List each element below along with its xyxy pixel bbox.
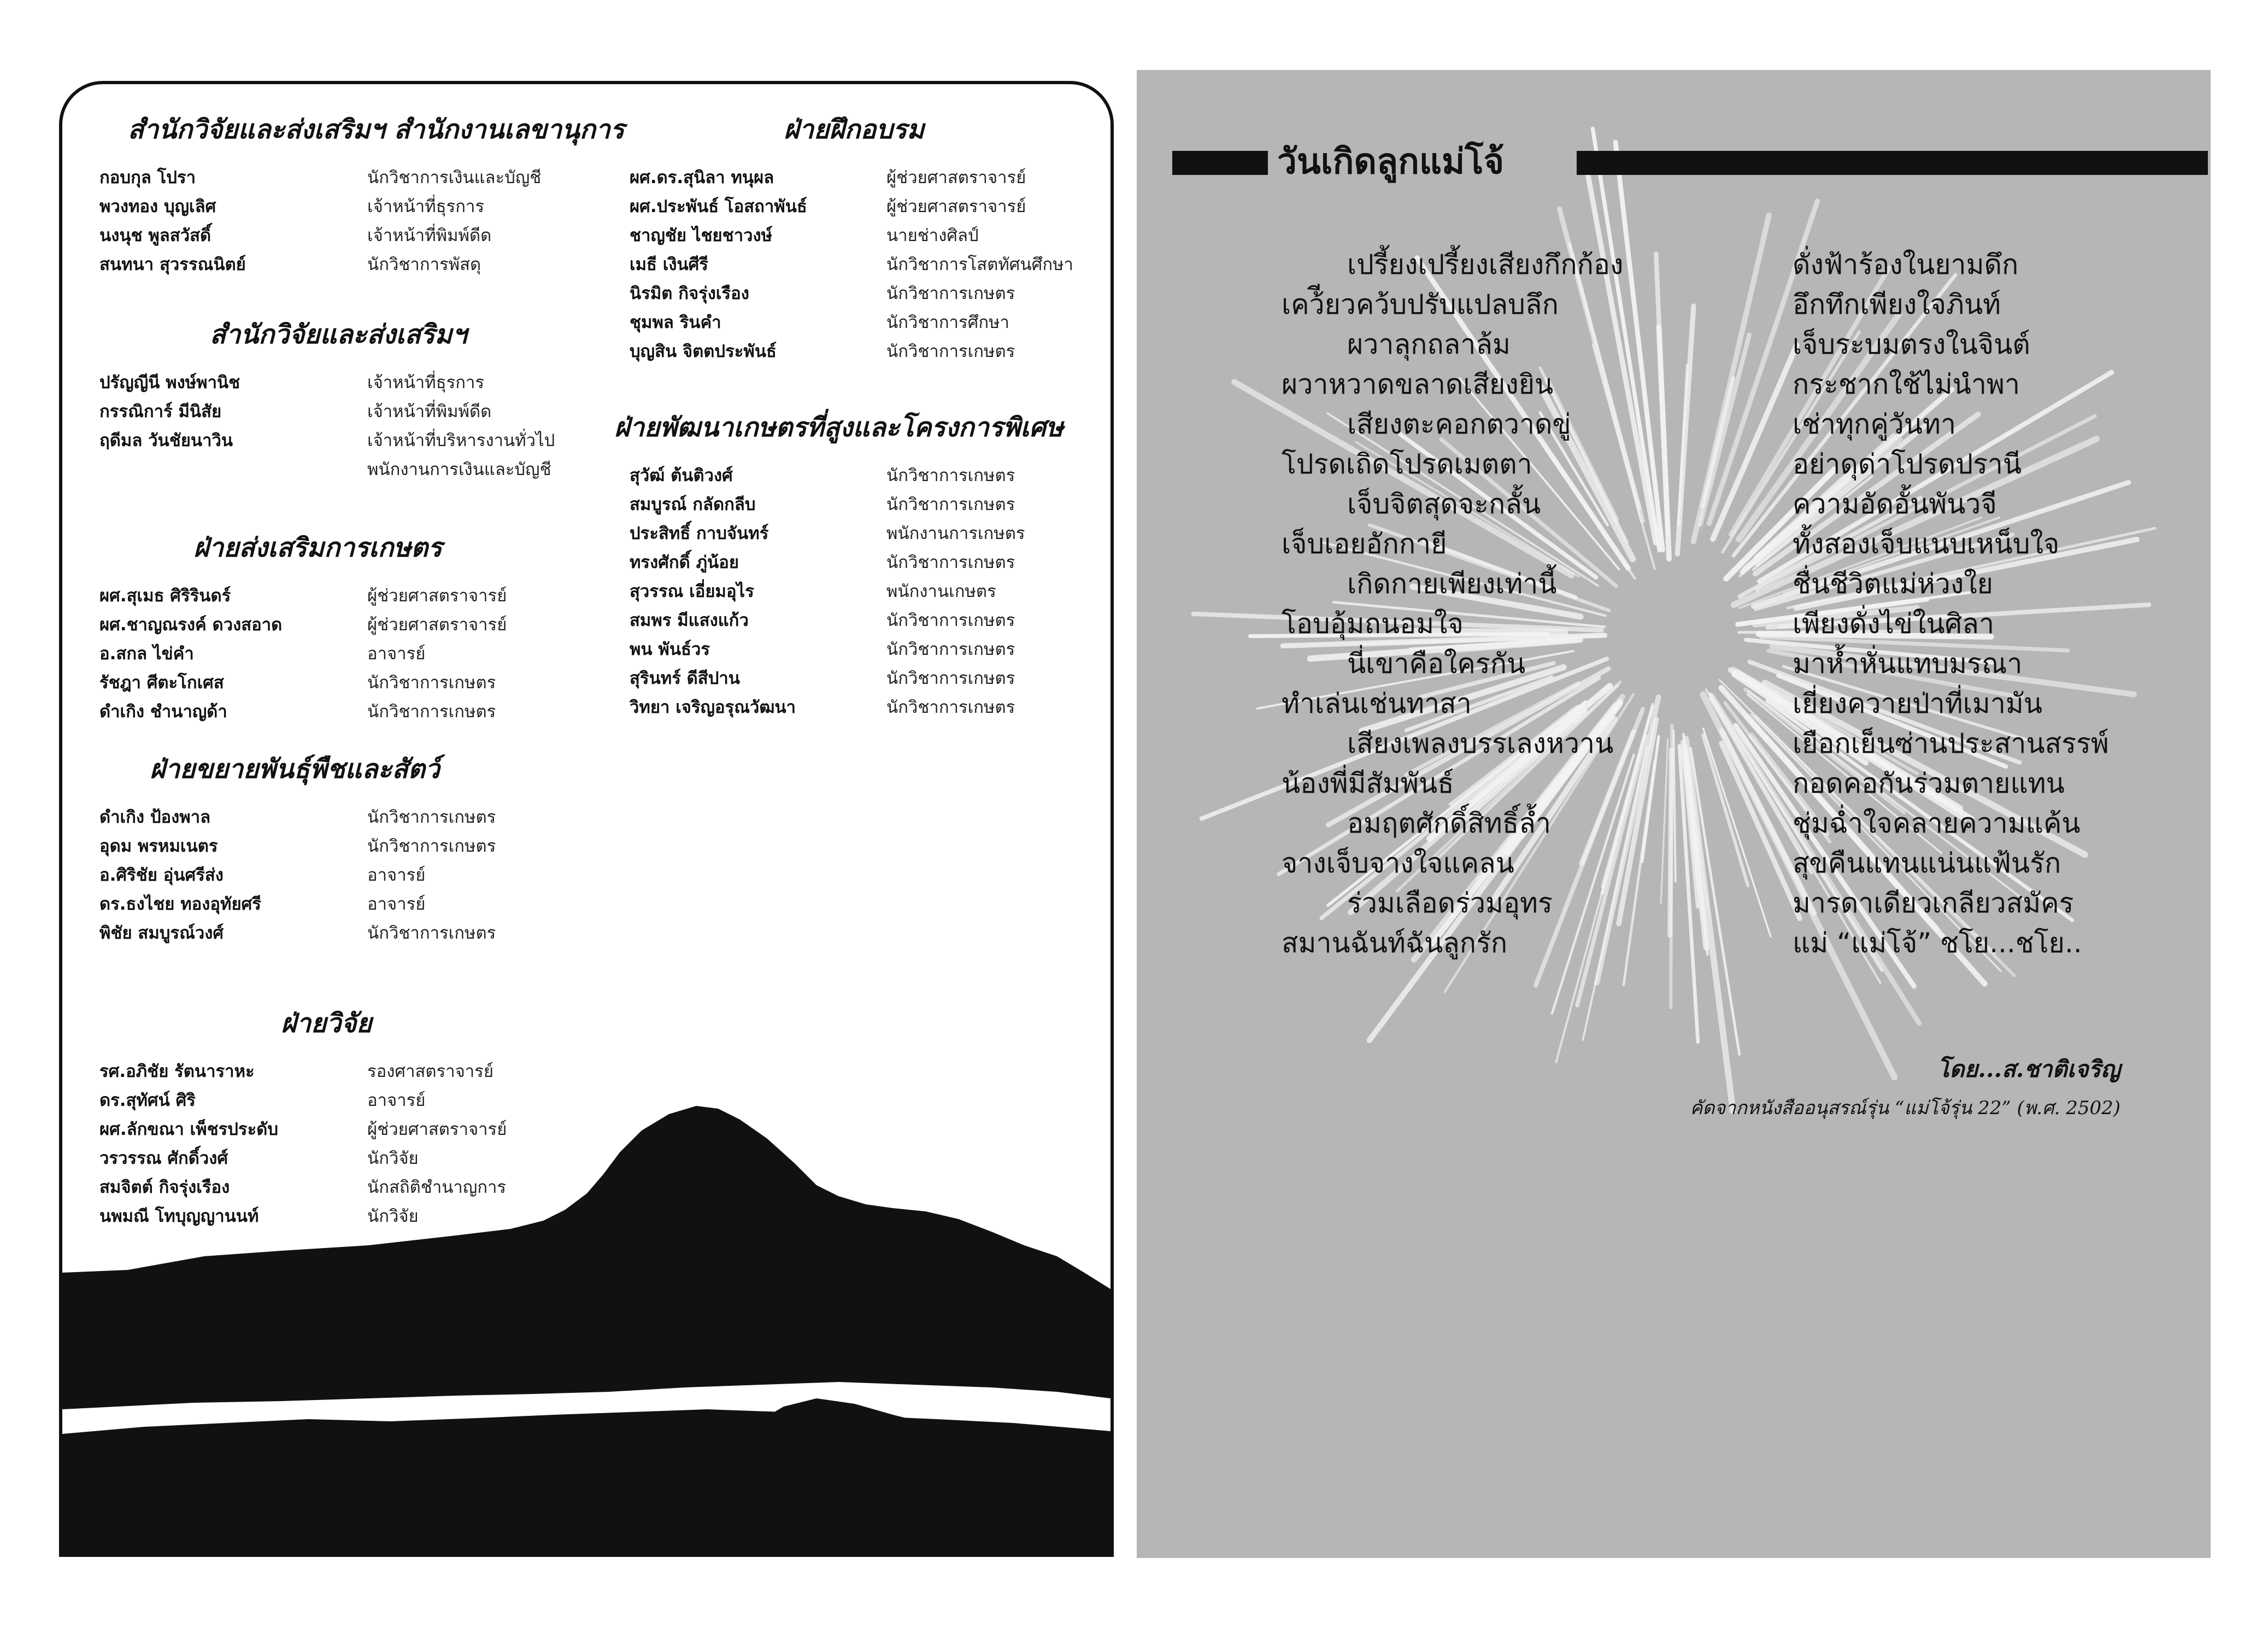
section-title: ฝ่ายพัฒนาเกษตรที่สูงและโครงการพิเศษ: [614, 412, 1064, 443]
staff-position: ผู้ช่วยศาสตราจารย์: [367, 1120, 507, 1139]
poem-line: ชุ่มฉ่ำใจคลายความแค้น: [1793, 807, 2081, 839]
staff-position: อาจารย์: [367, 865, 426, 885]
staff-name: อ.ศิริชัย อุ่นศรีส่ง: [99, 865, 224, 885]
staff-row: [99, 163, 541, 192]
poem-line: ทั้งสองเจ็บแนบเหน็บใจ: [1793, 528, 2060, 560]
staff-position: อาจารย์: [367, 894, 426, 914]
staff-row: [99, 803, 496, 832]
poem-line: ทำเล่นเช่นทาสา: [1282, 688, 1472, 719]
staff-row: [99, 640, 507, 669]
staff-row: [99, 919, 496, 948]
staff-row: [630, 221, 1073, 250]
staff-row: [99, 368, 555, 397]
poem-column-left: [1282, 245, 1762, 963]
staff-row: [630, 577, 1025, 606]
staff-name: ทรงศักดิ์ ภู่น้อย: [630, 553, 739, 572]
poem-source: คัดจากหนังสืออนุสรณ์รุ่น “แม่โจ้รุ่น 22” (พ.ศ. 2502): [1690, 1097, 2120, 1119]
staff-list: [99, 582, 507, 727]
poem-line: เสียงเพลงบรรเลงหวาน: [1347, 728, 1614, 759]
staff-name: ปรัญญีนี พงษ์พานิช: [99, 373, 240, 393]
staff-row: [630, 279, 1073, 308]
staff-list: [630, 163, 1073, 366]
staff-position: นักวิชาการโสตทัศนศึกษา: [886, 255, 1073, 274]
staff-position: นักวิชาการพัสดุ: [367, 255, 481, 274]
staff-name: สุวัฒ์ ต้นติวงศ์: [630, 466, 733, 485]
poem-line: เยี่ยงควายป่าที่เมามัน: [1793, 688, 2043, 719]
staff-position: นักวิจัย: [367, 1149, 419, 1168]
poem-line: ดั่งฟ้าร้องในยามดึก: [1793, 249, 2019, 280]
poem-line: ชื่นชีวิตแม่ห่วงใย: [1793, 568, 1993, 600]
poem-line: กอดคอกันร่วมตายแทน: [1793, 768, 2065, 799]
staff-name: สุรินทร์ ดีสีปาน: [630, 669, 740, 688]
staff-position: นักวิชาการเกษตร: [367, 702, 496, 722]
staff-row: [99, 861, 496, 890]
staff-name: รศ.อภิชัย รัตนาราหะ: [99, 1062, 255, 1081]
poem-line: เกิดกายเพียงเท่านี้: [1347, 568, 1557, 600]
staff-list: [99, 368, 555, 484]
staff-row: [99, 611, 507, 640]
staff-position: อาจารย์: [367, 1091, 426, 1110]
staff-position: นักวิชาการเกษตร: [886, 640, 1015, 659]
staff-name: นพมณี โทบุญญานนท์: [99, 1206, 259, 1226]
staff-list: [630, 461, 1025, 722]
staff-name: ฤดีมล วันชัยนาวิน: [99, 431, 233, 450]
staff-position: อาจารย์: [367, 644, 426, 664]
staff-name: วิทยา เจริญอรุณวัฒนา: [630, 698, 796, 717]
staff-row: [630, 337, 1073, 366]
staff-name: สมพร มีแสงแก้ว: [630, 611, 749, 630]
title-rule-left: [1172, 151, 1268, 175]
staff-name: วรวรรณ ศักดิ์วงศ์: [99, 1149, 228, 1168]
staff-position: ผู้ช่วยศาสตราจารย์: [886, 168, 1026, 188]
poem-line: สมานฉันท์ฉันลูกรัก: [1282, 927, 1508, 959]
staff-row: [99, 192, 541, 221]
staff-name: ดร.ธงไชย ทองอุทัยศรี: [99, 894, 261, 914]
poem-line: ความอัดอั้นพันวจี: [1793, 488, 1997, 520]
staff-name: ผศ.ลักขณา เพ็ชรประดับ: [99, 1120, 279, 1139]
staff-position: นักวิชาการเกษตร: [886, 553, 1015, 572]
poem-author: โดย...ส.ชาติเจริญ: [1937, 1056, 2120, 1082]
staff-position: เจ้าหน้าที่พิมพ์ดีด: [367, 402, 492, 421]
staff-row: [630, 635, 1025, 664]
poem-line: เสียงตะคอกตวาดขู่: [1347, 408, 1571, 440]
staff-position: นักวิชาการเงินและบัญชี: [367, 168, 542, 188]
staff-name: ผศ.ชาญณรงค์ ดวงสอาด: [99, 615, 283, 635]
poem-line: เจ็บเอยอักกายี: [1282, 528, 1447, 560]
staff-name: ดร.สุทัศน์ ศิริ: [99, 1091, 196, 1110]
staff-list: [99, 803, 496, 948]
staff-row: [99, 426, 555, 455]
poem-line: โปรดเถิดโปรดเมตตา: [1282, 448, 1532, 480]
staff-list: [99, 163, 541, 279]
poem-line: อึกทึกเพียงใจภินท์: [1793, 289, 2001, 320]
staff-position: ผู้ช่วยศาสตราจารย์: [367, 615, 507, 635]
staff-position: นักวิชาการเกษตร: [367, 836, 496, 856]
staff-name: ผศ.สุเมธ ศิริรินดร์: [99, 586, 231, 606]
poem-line: เจ็บจิตสุดจะกลั้น: [1347, 488, 1541, 520]
staff-position: นักวิชาการเกษตร: [367, 673, 496, 693]
staff-position: นักวิชาการเกษตร: [886, 342, 1015, 361]
poem-line: เคว้ียวคว้บปรับแปลบลึก: [1282, 289, 1559, 320]
staff-row: [630, 606, 1025, 635]
poem-line: กระชากใช้ไม่นำพา: [1793, 368, 2020, 400]
staff-position: ผู้ช่วยศาสตราจารย์: [886, 197, 1026, 216]
poem-credit: [1690, 1051, 2120, 1122]
poem-line: แม่ “แม่โจ้” ชโย...ชโย..: [1793, 927, 2082, 959]
staff-position: พนักงานเกษตร: [886, 582, 996, 601]
left-page-staff-directory: [59, 81, 1114, 1557]
staff-name: บุญสิน จิตตประพันธ์: [630, 342, 777, 361]
staff-row: [630, 250, 1073, 279]
staff-position: นักวิชาการเกษตร: [886, 611, 1015, 630]
staff-position: นักวิจัย: [367, 1206, 419, 1226]
poem-line: ผวาหวาดขลาดเสียงยิน: [1282, 368, 1554, 400]
poem-column-right: [1793, 245, 2197, 963]
section-title: ฝ่ายวิจัย: [281, 1008, 372, 1039]
staff-position: นักวิชาการเกษตร: [886, 284, 1015, 303]
staff-name: สมบูรณ์ กลัดกลีบ: [630, 495, 756, 514]
staff-row: [99, 250, 541, 279]
staff-position: เจ้าหน้าที่ธุรการ: [367, 373, 485, 393]
staff-position: นักวิชาการเกษตร: [367, 923, 496, 943]
poem-line: ร่วมเลือดร่วมอุทร: [1347, 887, 1553, 919]
poem-line: มารดาเดียวเกลียวสมัคร: [1793, 887, 2074, 919]
section-title: ฝ่ายขยายพันธุ์พืชและสัตว์: [150, 754, 440, 784]
staff-name: สุวรรณ เอี่ยมอุไร: [630, 582, 754, 601]
staff-name: ดำเกิง ชำนาญด้า: [99, 702, 227, 722]
staff-row: [99, 669, 507, 698]
staff-row: [99, 455, 555, 484]
staff-row: [99, 221, 541, 250]
staff-position: เจ้าหน้าที่ธุรการ: [367, 197, 485, 216]
poem-line: โอบอุ้มถนอมใจ: [1282, 608, 1464, 640]
staff-position: พนักงานการเงินและบัญชี: [367, 460, 551, 479]
staff-name: กรรณิการ์ มีนิสัย: [99, 402, 222, 421]
poem-line: จางเจ็บจางใจแคลน: [1282, 847, 1514, 879]
staff-position: เจ้าหน้าที่พิมพ์ดีด: [367, 226, 492, 245]
poem-line: มาห้ำหั่นแทบมรณา: [1793, 648, 2023, 680]
staff-row: [99, 397, 555, 426]
poem-title: วันเกิดลูกแม่โจ้: [1277, 142, 1505, 182]
staff-row: [99, 698, 507, 727]
staff-row: [630, 548, 1025, 577]
staff-position: นักวิชาการเกษตร: [886, 466, 1015, 485]
staff-name: ดำเกิง ป้องพาล: [99, 807, 211, 827]
staff-position: นักวิชาการเกษตร: [886, 698, 1015, 717]
poem-line: น้องพี่มีสัมพันธ์: [1282, 768, 1454, 799]
staff-name: รัชฎา ศีตะโกเศส: [99, 673, 224, 693]
staff-position: เจ้าหน้าที่บริหารงานทั่วไป: [367, 431, 555, 450]
section-title: ฝ่ายส่งเสริมการเกษตร: [193, 532, 442, 563]
poem-line: อย่าดุด่าโปรดปรานี: [1793, 448, 2022, 480]
staff-row: [630, 308, 1073, 337]
staff-name: อุดม พรหมเนตร: [99, 836, 218, 856]
poem-line: สุขคืนแทนแน่นแฟ้นรัก: [1793, 847, 2061, 879]
poem-line: เจ็บระบมตรงในจินต์: [1793, 329, 2030, 360]
staff-row: [630, 163, 1073, 192]
staff-position: รองศาสตราจารย์: [367, 1062, 493, 1081]
staff-name: เมธี เงินศีรี: [630, 255, 708, 274]
mountain-silhouette-illustration: [62, 1092, 1111, 1557]
staff-name: นิรมิต กิจรุ่งเรือง: [630, 284, 749, 303]
staff-row: [630, 519, 1025, 548]
poem-title-bar: [1172, 142, 2208, 181]
poem-line: เปรี้ยงเปรี้ยงเสียงกึกก้อง: [1347, 249, 1624, 280]
staff-row: [630, 664, 1025, 693]
staff-position: นักวิชาการเกษตร: [367, 807, 496, 827]
staff-name: พวงทอง บุญเลิศ: [99, 197, 216, 216]
poem-line: เช่าทุกคู่วันทา: [1793, 408, 1956, 440]
staff-row: [99, 582, 507, 611]
section-title: สำนักวิจัยและส่งเสริมฯ สำนักงานเลขานุการ: [128, 114, 625, 145]
poem-line: นี่เขาคือใครกัน: [1347, 648, 1526, 680]
right-page-poem: [1137, 70, 2211, 1558]
title-rule-right: [1577, 151, 2208, 175]
staff-name: พิชัย สมบูรณ์วงศ์: [99, 923, 224, 943]
staff-name: ผศ.ดร.สุนิลา ทนุผล: [630, 168, 774, 188]
staff-row: [630, 461, 1025, 490]
staff-row: [99, 832, 496, 861]
staff-name: [99, 455, 367, 484]
staff-position: นักวิชาการศึกษา: [886, 313, 1009, 332]
staff-name: นงนุช พูลสวัสดิ์: [99, 226, 211, 245]
staff-name: ชุมพล รินคำ: [630, 313, 721, 332]
staff-name: ประสิทธิ์ กาบจันทร์: [630, 524, 769, 543]
section-title: ฝ่ายฝึกอบรม: [784, 114, 925, 145]
poem-line: อมฤตศักดิ์สิทธิ์ล้ำ: [1347, 807, 1551, 839]
staff-row: [99, 890, 496, 919]
staff-name: อ.สกล ไข่คำ: [99, 644, 194, 664]
staff-position: พนักงานการเกษตร: [886, 524, 1025, 543]
staff-name: สมจิตต์ กิจรุ่งเรือง: [99, 1178, 230, 1197]
staff-row: [99, 1057, 507, 1086]
staff-row: [630, 192, 1073, 221]
poem-line: เพียงดั่งไข่ในศิลา: [1793, 608, 1995, 640]
section-title: สำนักวิจัยและส่งเสริมฯ: [210, 319, 467, 350]
staff-name: ผศ.ประพันธ์ โอสถาพันธ์: [630, 197, 807, 216]
staff-name: กอบกุล โปรา: [99, 168, 196, 188]
staff-position: ผู้ช่วยศาสตราจารย์: [367, 586, 507, 606]
poem-line: เยือกเย็นซ่านประสานสรรพ์: [1793, 728, 2109, 759]
staff-row: [630, 693, 1025, 722]
staff-position: นักวิชาการเกษตร: [886, 495, 1015, 514]
poem-line: ผวาลุกถลาล้ม: [1347, 329, 1511, 360]
staff-name: ชาญชัย ไชยชาวงษ์: [630, 226, 773, 245]
staff-position: นายช่างศิลป์: [886, 226, 979, 245]
staff-row: [630, 490, 1025, 519]
staff-position: นักวิชาการเกษตร: [886, 669, 1015, 688]
staff-name: สนทนา สุวรรณนิตย์: [99, 255, 246, 274]
staff-position: นักสถิติชำนาญการ: [367, 1178, 507, 1197]
staff-name: พน พันธ์วร: [630, 640, 710, 659]
